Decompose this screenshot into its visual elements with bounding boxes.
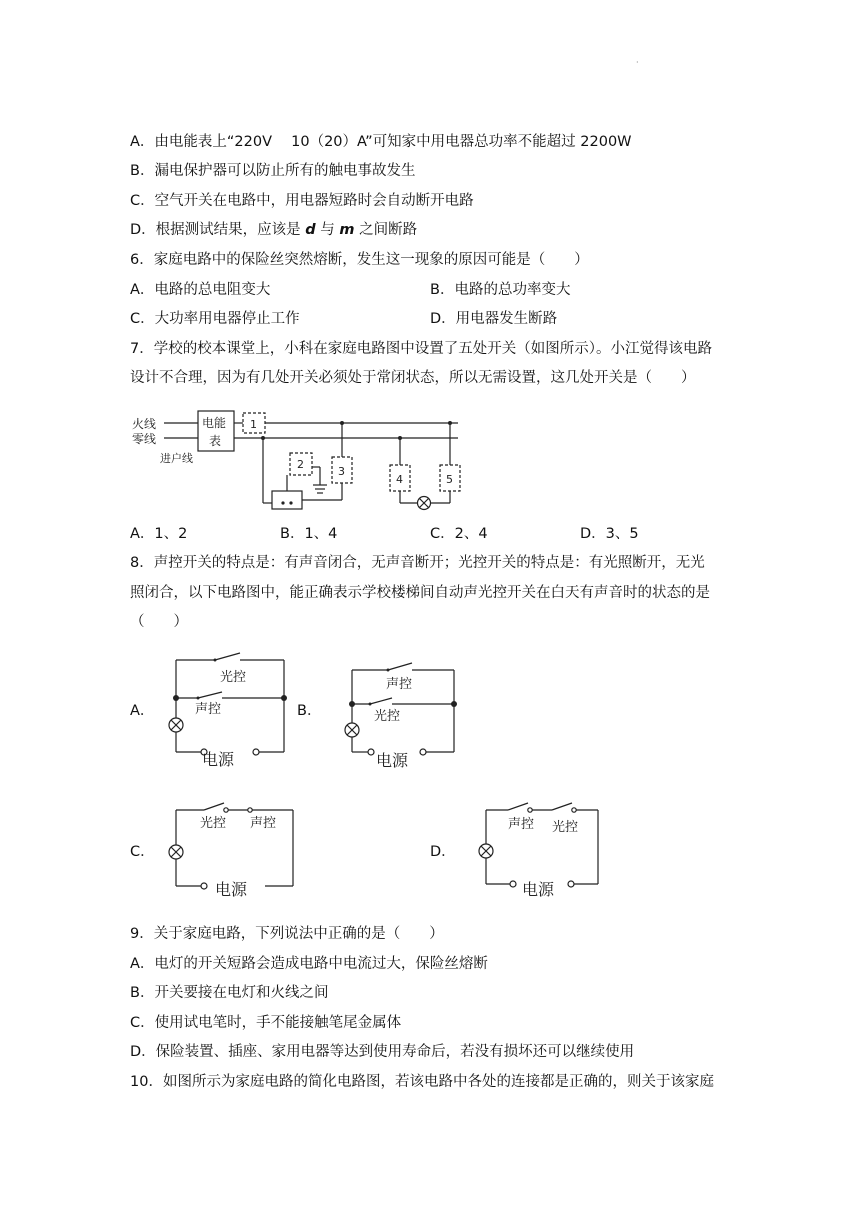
q8-a-light-label: 光控 — [220, 670, 247, 685]
q5-d-mid: 与 — [315, 222, 340, 238]
q5-option-c: C．空气开关在电路中，用电器短路时会自动断开电路 — [130, 193, 474, 209]
q7-entry-label: 进户线 — [160, 452, 193, 465]
q7-switch-1: 1 — [250, 418, 257, 431]
q7-stem-line2: 设计不合理，因为有几处开关必须处于常闭状态，所以无需设置，这几处开关是（ ） — [130, 370, 696, 386]
q8-d-sound-label: 声控 — [508, 817, 535, 832]
q9-stem: 9．关于家庭电路，下列说法中正确的是（ ） — [130, 926, 444, 942]
q7-stem-line1: 7．学校的校本课堂上，小科在家庭电路图中设置了五处开关（如图所示）。小江觉得该电路 — [130, 341, 712, 357]
q7-circuit-diagram — [130, 405, 470, 517]
q7-option-c: C．2、4 — [430, 526, 488, 542]
q8-stem-line2: 照闭合，以下电路图中，能正确表示学校楼梯间自动声光控开关在白天有声音时的状态的是 — [130, 585, 710, 601]
q8-label-d: D． — [430, 844, 456, 860]
q7-switch-2: 2 — [297, 458, 304, 471]
q5-option-a: A．由电能表上“220V 10（20）A”可知家中用电器总功率不能超过 2200W — [130, 134, 632, 150]
q5-d-pre: D．根据测试结果，应该是 — [130, 222, 306, 238]
header-mark: · — [636, 58, 639, 67]
q8-label-b: B． — [297, 703, 322, 719]
q9-option-d: D．保险装置、插座、家用电器等达到使用寿命后，若没有损坏还可以继续使用 — [130, 1044, 635, 1060]
q8-circuit-c — [160, 800, 300, 902]
q6-option-d: D．用电器发生断路 — [430, 311, 558, 327]
q9-option-c: C．使用试电笔时，手不能接触笔尾金属体 — [130, 1015, 402, 1031]
q5-d-var2: m — [339, 222, 355, 238]
q8-d-light-label: 光控 — [552, 820, 579, 835]
q8-b-light-label: 光控 — [374, 709, 401, 724]
q10-stem: 10．如图所示为家庭电路的简化电路图，若该电路中各处的连接都是正确的，则关于该家庭 — [130, 1074, 714, 1090]
q8-b-power-label: 电源 — [376, 751, 409, 770]
q6-stem: 6．家庭电路中的保险丝突然熔断，发生这一现象的原因可能是（ ） — [130, 252, 589, 268]
q7-option-d: D．3、5 — [580, 526, 639, 542]
q7-meter-label-1: 电能 — [202, 416, 227, 430]
q7-option-b: B．1、4 — [280, 526, 338, 542]
q7-neutral-label: 零线 — [132, 432, 157, 446]
q8-circuit-d — [470, 800, 610, 902]
q6-option-b: B．电路的总功率变大 — [430, 282, 571, 298]
q8-circuit-b — [336, 660, 466, 772]
q9-option-b: B．开关要接在电灯和火线之间 — [130, 985, 329, 1001]
q8-c-sound-label: 声控 — [250, 816, 277, 831]
q5-option-b: B．漏电保护器可以防止所有的触电事故发生 — [130, 163, 416, 179]
q8-circuit-a — [160, 652, 300, 772]
q8-label-a: A． — [130, 703, 155, 719]
q7-switch-5: 5 — [446, 473, 453, 486]
q8-c-light-label: 光控 — [200, 816, 227, 831]
q8-stem-line3: （ ） — [130, 614, 188, 630]
q7-option-a: A．1、2 — [130, 526, 188, 542]
q8-d-power-label: 电源 — [522, 880, 555, 899]
q9-option-a: A．电灯的开关短路会造成电路中电流过大，保险丝熔断 — [130, 956, 488, 972]
q8-label-c: C． — [130, 844, 155, 860]
q7-live-label: 火线 — [132, 417, 157, 431]
q5-option-d — [130, 220, 417, 240]
q8-a-sound-label: 声控 — [195, 702, 222, 717]
q7-meter-label-2: 表 — [209, 434, 222, 448]
q8-b-sound-label: 声控 — [386, 677, 413, 692]
q8-stem-line1: 8．声控开关的特点是：有声音闭合，无声音断开；光控开关的特点是：有光照断开，无光 — [130, 555, 705, 571]
q7-switch-4: 4 — [396, 473, 403, 486]
q6-option-a: A．电路的总电阻变大 — [130, 282, 271, 298]
q5-d-var1: d — [305, 222, 316, 238]
q8-a-power-label: 电源 — [202, 750, 235, 769]
q8-c-power-label: 电源 — [215, 880, 248, 899]
q7-switch-3: 3 — [338, 465, 345, 478]
q6-option-c: C．大功率用电器停止工作 — [130, 311, 300, 327]
q5-d-post: 之间断路 — [354, 222, 418, 238]
